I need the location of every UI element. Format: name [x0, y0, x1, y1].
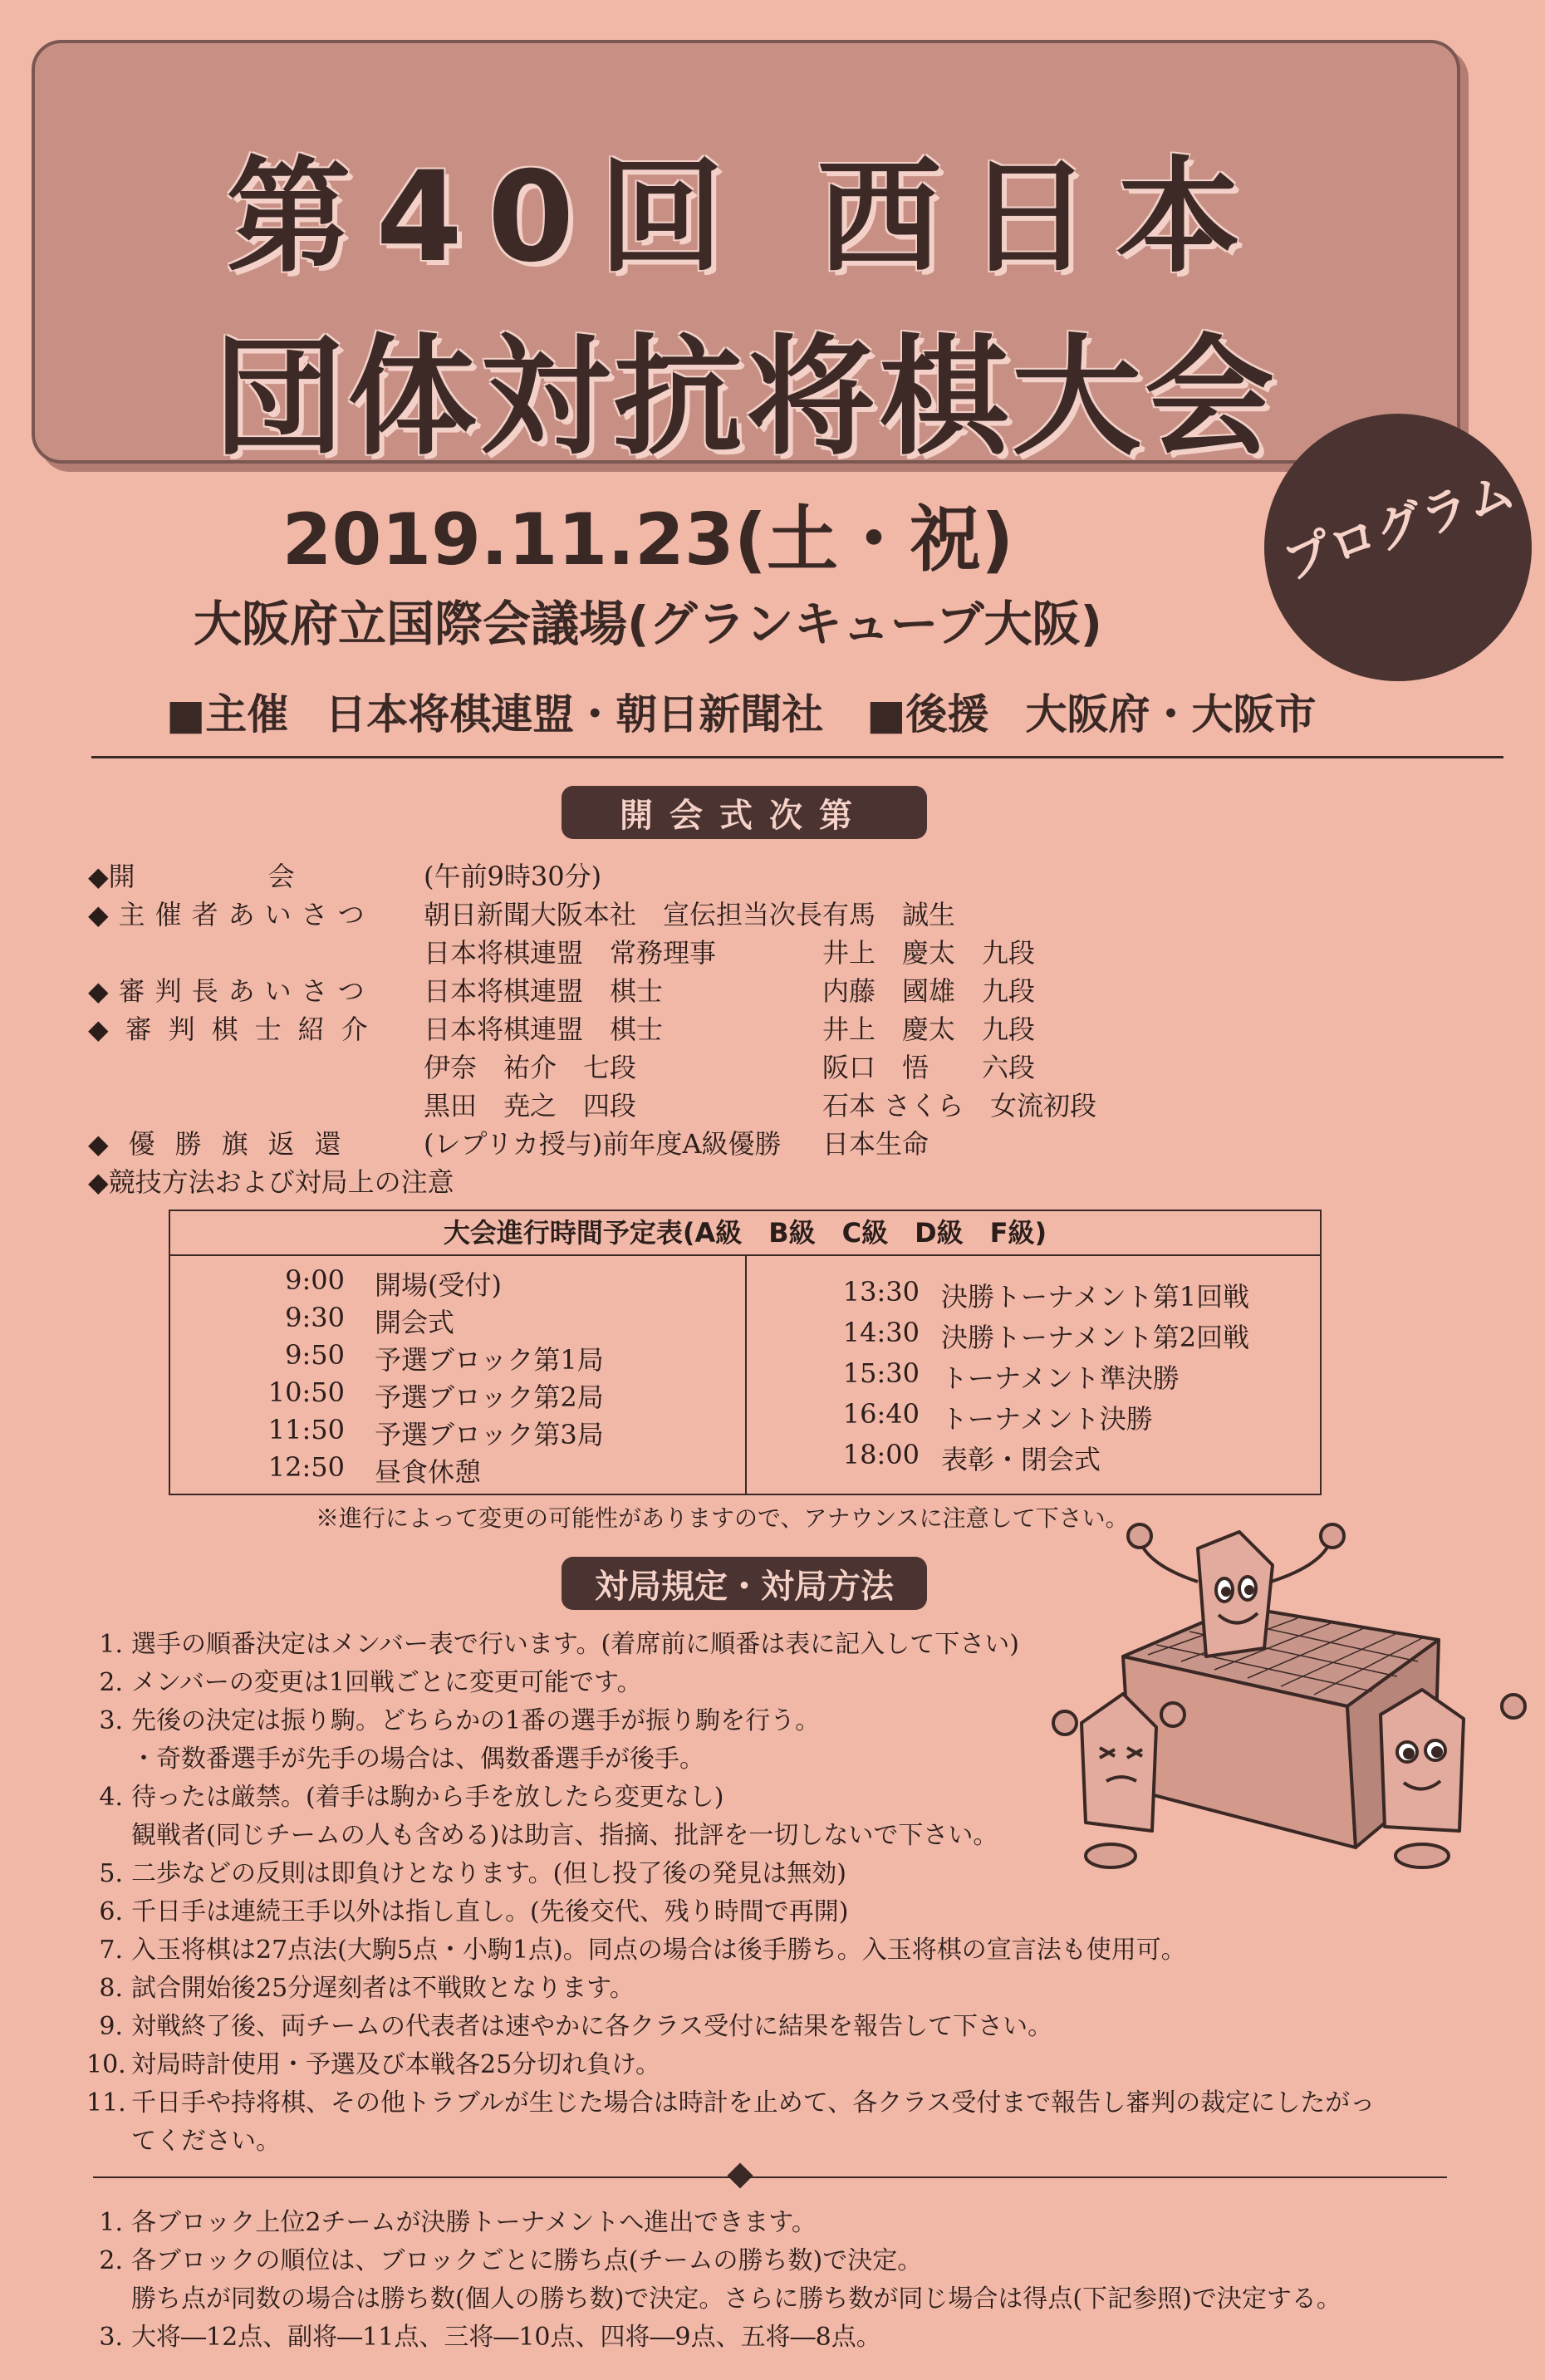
shogi-mascot-illustration	[1048, 1515, 1545, 1931]
ceremony-name: 内藤 國雄 九段	[822, 975, 1036, 1007]
schedule-event: 決勝トーナメント第2回戦	[941, 1322, 1250, 1353]
rule-text: メンバーの変更は1回戦ごとに変更可能です。	[131, 1668, 642, 1697]
rule-item	[86, 2082, 1375, 2118]
schedule-divider	[745, 1256, 747, 1494]
tournament-item	[86, 2316, 881, 2353]
schedule-row	[250, 1376, 604, 1415]
section-divider	[93, 2176, 1447, 2178]
rule-text: 対局時計使用・予選及び本戦各25分切れ負け。	[131, 2050, 660, 2079]
rule-text: 千日手や持将棋、その他トラブルが生じた場合は時計を止めて、各クラス受付まで報告し審判の裁定にしたがっ	[131, 2088, 1376, 2117]
rule-item	[86, 1814, 998, 1851]
schedule-event: 予選ブロック第2局	[375, 1381, 604, 1413]
ceremony-detail: 日本将棋連盟 棋士	[424, 975, 664, 1007]
ceremony-detail: 日本将棋連盟 常務理事	[424, 937, 717, 969]
rule-item	[86, 1929, 1186, 1965]
rule-text: ・奇数番選手が先手の場合は、偶数番選手が後手。	[131, 1745, 704, 1774]
schedule-event: 昼食休憩	[375, 1456, 482, 1488]
rule-item	[86, 2005, 1052, 2042]
ceremony-name: 有馬 誠生	[822, 899, 956, 930]
rule-item	[86, 1776, 723, 1813]
ceremony-name: 井上 慶太 九段	[822, 937, 1036, 969]
schedule-time: 16:40	[842, 1398, 920, 1430]
title-line-1: 第40回 西日本	[226, 145, 1266, 290]
schedule-event: トーナメント準決勝	[941, 1362, 1180, 1394]
schedule-row	[828, 1398, 1153, 1436]
ceremony-item: ◆開 会	[88, 861, 295, 892]
program-badge-label: プログラム	[1276, 462, 1523, 591]
rule-text: てください。	[131, 2127, 281, 2156]
schedule-time: 14:30	[842, 1317, 920, 1348]
ceremony-name: 日本生命	[822, 1128, 929, 1160]
tournament-item	[86, 2201, 817, 2238]
schedule-note: ※進行によって変更の可能性がありますので、アナウンスに注意して下さい。	[316, 1504, 1129, 1532]
title-line-2: 団体対抗将棋大会	[214, 321, 1278, 473]
support-label: ■後援	[866, 690, 989, 739]
ceremony-item: ◆審判棋士紹介	[88, 1013, 385, 1045]
tournament-number: 2.	[99, 2246, 123, 2275]
rule-item	[86, 2044, 660, 2080]
rule-text: 選手の順番決定はメンバー表で行います。(着席前に順番は表に記入して下さい)	[131, 1630, 1019, 1659]
ceremony-detail: 朝日新聞大阪本社 宣伝担当次長	[424, 899, 823, 930]
rule-item	[86, 1700, 820, 1736]
schedule-row	[250, 1302, 455, 1340]
rule-text: 観戦者(同じチームの人も含める)は助言、指摘、批評を一切しないで下さい。	[131, 1821, 998, 1850]
rule-text: 試合開始後25分遅刻者は不戦敗となります。	[131, 1974, 635, 2003]
schedule-row	[828, 1317, 1250, 1355]
ceremony-detail: (レプリカ授与)前年度A級優勝	[424, 1128, 782, 1160]
schedule-row	[828, 1276, 1250, 1314]
rule-number: 8.	[99, 1974, 123, 2003]
schedule-row	[250, 1414, 604, 1452]
schedule-title: 大会進行時間予定表(A級 B級 C級 D級 F級)	[170, 1211, 1320, 1256]
ceremony-heading: 開会式次第	[562, 786, 927, 839]
rule-number: 3.	[99, 1706, 123, 1735]
rule-text: 待ったは厳禁。(着手は駒から手を放したら変更なし)	[131, 1783, 724, 1812]
ceremony-name: 石本 さくら 女流初段	[822, 1090, 1097, 1121]
schedule-table	[169, 1210, 1322, 1495]
tournament-item	[86, 2240, 922, 2276]
ceremony-item: ◆競技方法および対局上の注意	[88, 1166, 454, 1198]
schedule-time: 10:50	[267, 1376, 345, 1408]
schedule-event: 予選ブロック第3局	[375, 1419, 604, 1450]
rule-item	[86, 1967, 635, 2004]
rule-number: 5.	[99, 1859, 123, 1888]
rule-number: 9.	[99, 2012, 123, 2041]
rule-text: 対戦終了後、両チームの代表者は速やかに各クラス受付に結果を報告して下さい。	[131, 2012, 1053, 2041]
ceremony-item: ◆主催者あいさつ	[88, 899, 375, 930]
schedule-row	[250, 1264, 502, 1303]
host-name: 日本将棋連盟・朝日新聞社	[325, 690, 824, 739]
rules-heading: 対局規定・対局方法	[562, 1557, 927, 1610]
rule-text: 二歩などの反則は即負けとなります。(但し投了後の発見は無効)	[131, 1859, 847, 1888]
rule-number: 2.	[99, 1668, 123, 1697]
venue: 大阪府立国際会議場(グランキューブ大阪)	[193, 596, 1103, 652]
rule-text: 千日手は連続王手以外は指し直し。(先後交代、残り時間で再開)	[131, 1897, 849, 1926]
host-label: ■主催	[166, 690, 289, 739]
rule-number: 1.	[99, 1630, 123, 1659]
schedule-time: 13:30	[842, 1276, 920, 1308]
ceremony-detail: (午前9時30分)	[424, 861, 602, 892]
rule-item	[86, 1891, 848, 1927]
schedule-time: 9:00	[285, 1264, 345, 1296]
ceremony-detail: 伊奈 祐介 七段	[424, 1052, 637, 1083]
rule-number: 6.	[99, 1897, 123, 1926]
schedule-time: 9:30	[285, 1302, 345, 1333]
title-banner	[32, 40, 1460, 473]
rule-item	[86, 1623, 1019, 1660]
tournament-text: 各ブロック上位2チームが決勝トーナメントへ進出できます。	[131, 2208, 817, 2237]
rule-item	[86, 1852, 846, 1889]
schedule-row	[828, 1439, 1101, 1477]
rule-number: 7.	[99, 1936, 123, 1965]
rule-item	[86, 2120, 281, 2157]
schedule-time: 18:00	[842, 1439, 920, 1470]
rule-text: 先後の決定は振り駒。どちらかの1番の選手が振り駒を行う。	[131, 1706, 821, 1735]
ceremony-name: 井上 慶太 九段	[822, 1013, 1036, 1045]
tournament-item	[86, 2278, 1341, 2314]
tournament-text: 大将―12点、副将―11点、三将―10点、四将―9点、五将―8点。	[131, 2323, 881, 2352]
schedule-event: 予選ブロック第1局	[375, 1344, 604, 1376]
schedule-event: 決勝トーナメント第1回戦	[941, 1281, 1250, 1313]
schedule-time: 9:50	[285, 1339, 345, 1371]
ceremony-detail: 日本将棋連盟 棋士	[424, 1013, 664, 1045]
rule-number: 11.	[86, 2088, 126, 2117]
schedule-row	[250, 1339, 604, 1377]
schedule-time: 15:30	[842, 1357, 920, 1389]
schedule-row	[828, 1357, 1180, 1396]
tournament-text: 各ブロックの順位は、ブロックごとに勝ち点(チームの勝ち数)で決定。	[131, 2246, 923, 2275]
organizers	[166, 681, 1317, 741]
rule-number: 10.	[86, 2050, 126, 2079]
ceremony-name: 阪口 悟 六段	[822, 1052, 1036, 1083]
schedule-event: 開会式	[375, 1307, 455, 1338]
tournament-number: 3.	[99, 2323, 123, 2352]
support-name: 大阪府・大阪市	[1025, 690, 1317, 739]
rule-text: 入玉将棋は27点法(大駒5点・小駒1点)。同点の場合は後手勝ち。入玉将棋の宣言法も使用可。	[131, 1936, 1186, 1965]
rule-item	[86, 1661, 642, 1698]
schedule-event: トーナメント決勝	[941, 1403, 1153, 1435]
event-date: 2019.11.23(土・祝)	[282, 498, 1014, 582]
schedule-time: 11:50	[267, 1414, 345, 1445]
rule-item	[86, 1738, 704, 1774]
schedule-time: 12:50	[267, 1451, 345, 1483]
schedule-event: 表彰・閉会式	[941, 1444, 1101, 1475]
diamond-ornament-icon	[727, 2162, 753, 2188]
ceremony-detail: 黒田 尭之 四段	[424, 1090, 637, 1121]
ceremony-item: ◆優勝旗返還	[88, 1128, 361, 1160]
rule-number: 4.	[99, 1783, 123, 1812]
ceremony-item: ◆審判長あいさつ	[88, 975, 375, 1007]
schedule-row	[250, 1451, 482, 1489]
tournament-number: 1.	[99, 2208, 123, 2237]
program-badge	[1264, 414, 1532, 681]
schedule-event: 開場(受付)	[375, 1269, 502, 1301]
header-divider	[91, 756, 1503, 758]
tournament-text: 勝ち点が同数の場合は勝ち数(個人の勝ち数)で決定。さらに勝ち数が同じ場合は得点(下記参照)で決定する。	[131, 2284, 1341, 2314]
